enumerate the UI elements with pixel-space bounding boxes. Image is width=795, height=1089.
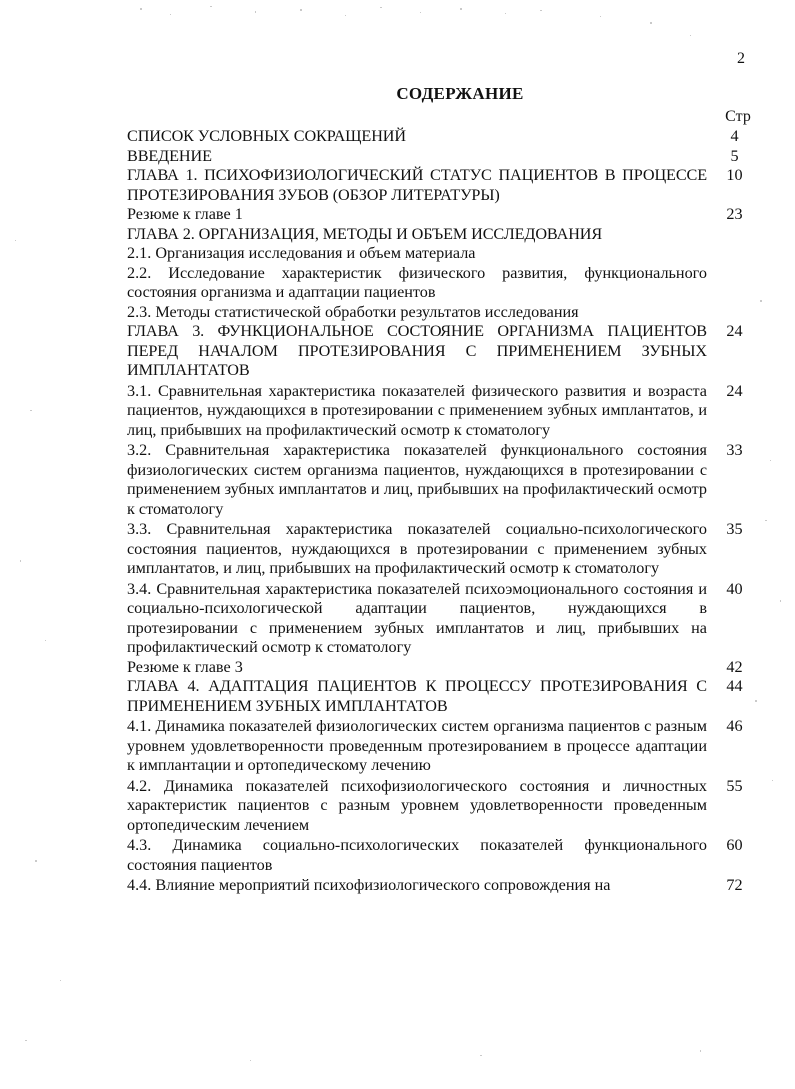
- toc-entry-page: 23: [726, 205, 743, 223]
- toc-entry-text: 3.2. Сравнительная характеристика показателей функционального состояния физиологических систем организма пациентов, нуждающихся в протезировании с применением зубных имплантатов и лиц, прибывших на профилактический осмотр к стоматологу: [127, 441, 707, 518]
- toc-entry-text: Резюме к главе 3: [127, 657, 243, 676]
- toc-entry-text: 2.2. Исследование характеристик физического развития, функционального состояния организма и адаптации пациентов: [127, 263, 707, 301]
- toc-entry-text: 2.1. Организация исследования и объем материала: [127, 244, 476, 262]
- toc-entry: [127, 127, 757, 147]
- toc-entry: [127, 580, 757, 658]
- toc-entry-text: ГЛАВА 4. АДАПТАЦИЯ ПАЦИЕНТОВ К ПРОЦЕССУ ПРОТЕЗИРОВАНИЯ С ПРИМЕНЕНИЕМ ЗУБНЫХ ИМПЛАНТАТОВ: [127, 677, 707, 715]
- page-title: СОДЕРЖАНИЕ: [396, 84, 524, 103]
- toc-entry: [127, 677, 757, 716]
- page-number: 2: [737, 50, 745, 67]
- toc-entry-text: ГЛАВА 3. ФУНКЦИОНАЛЬНОЕ СОСТОЯНИЕ ОРГАНИЗМА ПАЦИЕНТОВ ПЕРЕД НАЧАЛОМ ПРОТЕЗИРОВАНИЯ С ПРИМЕНЕНИЕМ ЗУБНЫХ ИМПЛАНТАТОВ: [127, 322, 707, 379]
- toc-entry-page: 55: [726, 776, 743, 795]
- toc-entry-page: 4: [730, 127, 739, 145]
- toc-entry-text: СПИСОК УСЛОВНЫХ СОКРАЩЕНИЙ: [127, 127, 406, 145]
- toc-entry-page: 5: [730, 146, 739, 165]
- toc-entry: [127, 205, 757, 225]
- toc-entry: [127, 520, 757, 579]
- toc-entry-text: 3.1. Сравнительная характеристика показателей физического развития и возраста пациентов, нуждающихся в протезировании с применением зубных имплантатов, и лиц, прибывших на профилактический осмотр к стоматологу: [127, 381, 707, 439]
- toc-entry-text: ВВЕДЕНИЕ: [127, 146, 212, 165]
- toc-entry-text: 3.3. Сравнительная характеристика показателей социально-психологического состояния пациентов, нуждающихся в протезировании с применением зубных имплантатов, и лиц, прибывших на профилактический осмотр к стоматологу: [127, 520, 707, 577]
- toc-entry-text: Резюме к главе 1: [127, 205, 243, 223]
- table-of-contents: [127, 127, 757, 896]
- toc-entry: [127, 244, 757, 264]
- toc-entry-page: 35: [726, 520, 743, 538]
- toc-entry: [127, 658, 757, 678]
- toc-entry-text: 4.4. Влияние мероприятий психофизиологического сопровождения на: [127, 876, 611, 894]
- toc-entry: [127, 225, 757, 245]
- toc-entry-page: 10: [726, 166, 743, 184]
- toc-entry-page: 72: [726, 876, 743, 894]
- toc-entry-page: 40: [726, 579, 743, 598]
- toc-entry-page: 46: [726, 717, 743, 735]
- toc-entry-text: 3.4. Сравнительная характеристика показателей психоэмоционального состояния и социально-психологической адаптации пациентов, нуждающихся в протезировании с применением зубных имплантатов и лиц, прибывших на профилактический осмотр к стоматологу: [127, 579, 707, 656]
- toc-entry: [127, 876, 757, 896]
- toc-entry: [127, 322, 757, 381]
- toc-entry: [127, 147, 757, 167]
- page-column-label: Стр: [725, 108, 751, 125]
- toc-entry: [127, 836, 757, 875]
- toc-entry-text: ГЛАВА 2. ОРГАНИЗАЦИЯ, МЕТОДЫ И ОБЪЕМ ИССЛЕДОВАНИЯ: [127, 224, 603, 243]
- toc-entry-page: 24: [726, 322, 743, 340]
- toc-entry-page: 60: [726, 836, 743, 854]
- toc-entry: [127, 264, 757, 303]
- toc-entry-page: 44: [726, 677, 743, 695]
- toc-entry-text: 4.2. Динамика показателей психофизиологического состояния и личностных характеристик пациентов с разным уровнем удовлетворенности проведенным ортопедическим лечением: [127, 776, 707, 834]
- toc-entry: [127, 166, 757, 205]
- toc-entry: [127, 717, 757, 776]
- toc-entry: [127, 382, 757, 441]
- toc-entry: [127, 441, 757, 519]
- toc-entry-page: 42: [726, 657, 743, 676]
- toc-entry-text: ГЛАВА 1. ПСИХОФИЗИОЛОГИЧЕСКИЙ СТАТУС ПАЦИЕНТОВ В ПРОЦЕССЕ ПРОТЕЗИРОВАНИЯ ЗУБОВ (ОБЗОР ЛИТЕРАТУРЫ): [127, 166, 707, 204]
- toc-entry-page: 24: [726, 381, 743, 400]
- toc-entry: [127, 303, 757, 323]
- toc-entry-text: 4.3. Динамика социально-психологических показателей функционального состояния пациентов: [127, 836, 707, 874]
- toc-entry-text: 2.3. Методы статистической обработки результатов исследования: [127, 302, 579, 321]
- toc-entry-page: 33: [726, 441, 743, 459]
- toc-entry: [127, 777, 757, 836]
- toc-entry-text: 4.1. Динамика показателей физиологических систем организма пациентов с разным уровнем удовлетворенности проведенным протезированием в процессе адаптации к имплантации и ортопедическому лечению: [127, 717, 707, 774]
